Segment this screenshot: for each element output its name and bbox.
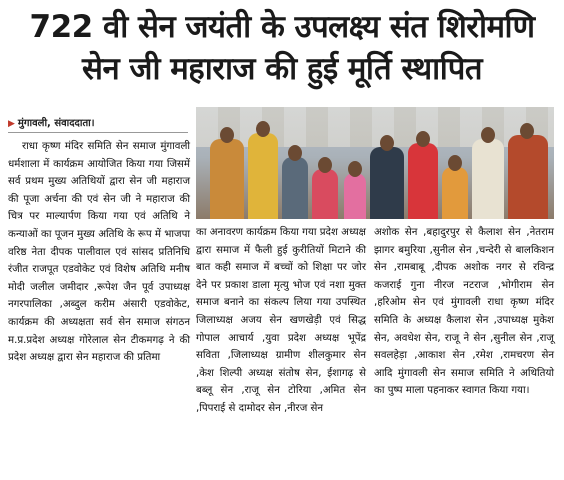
photo-person-head — [288, 145, 302, 161]
photo-person-head — [520, 123, 534, 139]
triangle-marker-icon: ▶ — [8, 119, 15, 129]
photo-person-head — [416, 131, 430, 147]
photo-person-head — [380, 135, 394, 151]
dateline-rule — [8, 132, 188, 133]
photo-person-head — [348, 161, 362, 177]
photo-person — [312, 169, 338, 219]
photo-person — [248, 133, 278, 219]
article-text: राधा कृष्ण मंदिर समिति सेन समाज मुंगावली धर्मशाला में कार्यक्रम आयोजित किया गया जिसमें सर्व प्रथम मुख्य अतिथियों द्वारा सेन जी महाराज की पूजा अर्चना की एवं सेन जी ने महाराज की चित्र पर माल्यार्पण किया गया एवं अतिथि ने कन्याओं का पूजन मुख्य अतिथि के रूप में भाजपा वरिष्ठ नेता दीपक पालीवाल एवं सांसद प्रतिनिधि रंजीत राजपूत एडवोकेट एवं विशेष अतिथि मनीष मोदी जलील जमीदार ,रूपेश जैन पूर्व उपाध्यक्ष नगरपालिका ,अब्दुल करीम अंसारी एडवोकेट, कार्यक्रम की अध्यक्षता सर्व सेन समाज संगठन म.प्र.प्रदेश अध्यक्ष गोरेलाल सेन टीकमगढ़ ने की प्रदेश अध्यक्ष द्वारा सेन महाराज की प्रतिमा — [8, 141, 190, 364]
article-column-2 — [196, 224, 366, 418]
article-column-3 — [374, 224, 554, 400]
headline — [0, 6, 564, 90]
photo-person-head — [481, 127, 495, 143]
photo-person — [508, 135, 548, 219]
photo-person — [472, 139, 504, 219]
article-column-1 — [8, 138, 190, 367]
news-photo — [196, 107, 554, 219]
photo-person-head — [256, 121, 270, 137]
photo-person — [408, 143, 438, 219]
photo-person — [282, 157, 308, 219]
dateline-text: मुंगावली, संवाददाता। — [17, 118, 95, 129]
article-text: का अनावरण कार्यक्रम किया गया प्रदेश अध्यक्ष द्वारा समाज में फैली हुई कुरीतियों मिटाने की बात कही समाज में बच्चों को शिक्षा पर जोर देने पर प्रकाश डाला मृत्यु भोज एवं नशा मुक्त समाज बनाने का संकल्प लिया गया उपस्थित जिलाध्यक्ष अजय सेन खणखेड़ी एवं सिद्ध गोपाल आचार्य ,युवा प्रदेश अध्यक्ष भूपेंद्र सविता ,जिलाध्यक्ष ग्रामीण शीलकुमार सेन ,केश शिल्पी अध्यक्ष संतोष सेन, ईशागढ़ से बब्लू सेन ,राजू सेन टोरिया ,अमित सेन ,पिपराई से दामोदर सेन ,नीरज सेन — [196, 227, 366, 414]
photo-person-head — [448, 155, 462, 171]
photo-person — [344, 173, 366, 219]
article-text: अशोक सेन ,बहादुरपुर से कैलाश सेन ,नेतराम झागर बमुरिया ,सुनील सेन ,चन्देरी से बालकिशन सेन ,रामबाबू ,दीपक अशोक नगर से रविन्द्र कजराई गुना नीरज नटराज ,भोगीराम सेन ,हरिओम सेन एवं मुंगावली राधा कृष्ण मंदिर समिति के अध्यक्ष कैलाश सेन ,उपाध्यक्ष मुकेश सेन, अवधेश सेन, राजू ने सेन ,सुनील सेन ,राजू सवलहेड़ा ,आकाश सेन ,रमेश ,रामचरण सेन आदि मुंगावली सेन समाज समिति ने अथितियो का पुष्प माला पहनाकर स्वागत किया गया। — [374, 227, 554, 397]
dateline — [8, 115, 188, 133]
photo-person — [442, 167, 468, 219]
headline-line-1: 722 वी सेन जयंती के उपलक्ष्य संत शिरोमणि — [29, 9, 535, 45]
photo-person-head — [318, 157, 332, 173]
photo-person — [370, 147, 404, 219]
photo-person — [210, 139, 244, 219]
headline-line-2: सेन जी महाराज की हुई मूर्ति स्थापित — [81, 51, 483, 87]
photo-person-head — [220, 127, 234, 143]
